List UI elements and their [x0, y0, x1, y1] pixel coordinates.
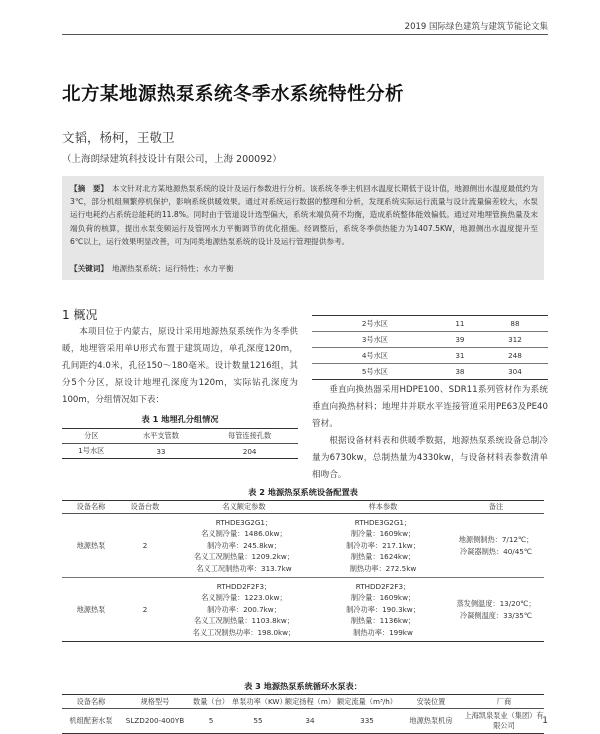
table-cell: 38 — [438, 364, 482, 380]
paper-affiliation: （上海朗绿建筑科技设计有限公司，上海 200092） — [62, 154, 282, 165]
paragraph-text: 根据设备材料表和供暖季数据，地源热泵系统设备总制冷量为6730kw，总制热量为4330kw，与设备材料表参数清单相吻合。 — [312, 436, 548, 480]
table1-caption: 表 1 地埋孔分组情况 — [141, 414, 219, 424]
table-cell: 11 — [455, 319, 465, 328]
cell-line: 名义工况制热量：1103.8kw； — [194, 616, 294, 626]
table3-caption: 表 3 地源热泵系统循环水泵表： — [244, 681, 362, 691]
table-cell: 3号水区 — [312, 332, 438, 348]
table-row — [62, 709, 544, 734]
cell-line: 名义工况制热量：1209.2kw； — [194, 552, 294, 562]
table-header-cell: 安装位置 — [398, 695, 464, 709]
table-cell: 2 — [120, 514, 170, 578]
cell-line: RTHDE3G2G1； — [215, 518, 273, 527]
table1-pit-groups — [62, 428, 298, 459]
table-row — [312, 364, 548, 380]
table-header-cell: 规格型号 — [120, 695, 190, 709]
table-cell: 304 — [482, 364, 548, 380]
table-cell — [318, 578, 448, 642]
table-cell: SLZD200-400YB — [125, 716, 185, 725]
table-row — [62, 578, 544, 642]
table-cell: 248 — [482, 348, 548, 364]
table-cell — [448, 578, 544, 642]
cell-line: 冷凝侧温度：33/35℃ — [460, 610, 532, 620]
cell-line: 蒸发侧温度：13/20℃； — [456, 599, 536, 609]
table-header-row — [62, 501, 544, 514]
cell-line: 制热量：1136kw； — [350, 616, 416, 626]
section-paragraph-1 — [62, 324, 298, 409]
table3-pumps — [62, 694, 544, 734]
table-header-cell: 数量（台） — [190, 695, 232, 709]
table-header-cell: 设备名称 — [62, 695, 120, 709]
table1-continued — [312, 315, 548, 380]
cell-line: RTHDD2F2F3； — [355, 582, 411, 592]
table-cell: 88 — [510, 319, 520, 328]
cell-line: 冷凝器制热：40/45℃ — [460, 546, 532, 556]
table-cell — [448, 514, 544, 578]
table-cell: 地源热泵 — [62, 514, 120, 578]
table-cell: 204 — [242, 446, 257, 456]
cell-line: 名义工况制热功率：313.7kw — [196, 563, 292, 573]
table-row — [62, 514, 544, 578]
table-cell: 312 — [482, 332, 548, 348]
paper-authors: 文韬，杨柯，王敬卫 — [62, 130, 175, 145]
table-cell — [318, 514, 448, 578]
table-header-cell: 水平支管数 — [121, 429, 202, 444]
abstract-text-block — [70, 182, 538, 248]
table-cell: 4号水区 — [312, 348, 438, 364]
table-header-cell: 设备名称 — [62, 501, 120, 514]
table-cell: 55 — [253, 716, 263, 725]
cell-line: 制热量：1624kw； — [350, 552, 416, 562]
cell-line: 名义制冷量：1486.0kw； — [201, 529, 287, 539]
table-cell — [170, 578, 318, 642]
table-cell: 33 — [156, 446, 166, 456]
table-header-cell: 厂商 — [464, 695, 544, 709]
cell-line: 制冷功率：245.8kw； — [207, 540, 281, 550]
column2-paragraphs — [312, 382, 548, 484]
table-row — [312, 316, 548, 332]
table-cell: 地源热泵 — [76, 604, 106, 614]
keywords-label: 【关键词】 — [70, 264, 108, 273]
header-rule — [62, 34, 548, 35]
cell-line: 制冷量：1609kw； — [350, 529, 416, 539]
table-cell: 335 — [360, 716, 374, 725]
table-cell: 机组配套水泵 — [69, 716, 113, 725]
abstract-body: 本文针对北方某地源热泵系统的设计及运行参数进行分析。该系统冬季主机回水温度长期低于设计值，地源侧出水温度最低约为3℃，部分机组频繁停机保护，影响系统供暖效果。通过对系统运行数据的整理和分析，发现系统实际运行流量与设计流量偏差较大，水泵运行电耗约占系统总能耗的11.8%。同时由于管道设计选型偏大，系统末端负荷不均衡，造成系统整体能效偏低。通过对地埋管换热量及末端负荷的核算，提出水泵变频运行及管网水力平衡调节的优化措施。经调整后，系统冬季供热能力为1407.5KW，地源侧出水温度提升至6℃以上，运行效果明显改善，可为同类地源热泵系统的设计及运行管理提供参考。 — [70, 184, 539, 246]
page-number: 1 — [542, 716, 548, 726]
table-header-row — [62, 429, 298, 444]
table-cell: 31 — [438, 348, 482, 364]
cell-line: 制冷量：1609kw； — [350, 593, 416, 603]
table-row — [312, 332, 548, 348]
table-cell: 1号水区 — [78, 446, 105, 455]
cell-line: 制冷功率：217.1kw； — [346, 540, 420, 550]
table-row — [62, 444, 298, 459]
paragraph-text: 垂直向换热器采用HDPE100、SDR11系列管材作为系统垂直向换热材料；地埋井并联水平连接管道采用PE63及PE40管材。 — [312, 385, 548, 429]
cell-line: 制冷功率：190.3kw； — [346, 604, 420, 614]
table-header-cell: 备注 — [448, 501, 544, 514]
table-header-cell: 样本参数 — [318, 501, 448, 514]
cell-line: 制热功率：199kw — [353, 627, 413, 637]
table-cell: 5号水区 — [312, 364, 438, 380]
table-cell: 地源热泵机房 — [409, 716, 453, 725]
table-header-cell: 分区 — [62, 429, 121, 444]
table-header-row — [62, 695, 544, 709]
table-cell: 5 — [208, 716, 214, 725]
paragraph-text: 本项目位于内蒙古，原设计采用地源热泵系统作为冬季供暖，地埋管采用单U形式布置于建筑周边，单孔深度120m，孔间距约4.0米，孔径150～180毫米。设计数量1216组，其分5个分区，原设计地埋孔深度为120m，实际钻孔深度为100m，分组情况如下表： — [62, 327, 298, 405]
table-header-cell: 额定扬程（m） — [284, 695, 336, 709]
section-heading: 1 概况 — [62, 308, 98, 322]
table2-equipment — [62, 500, 544, 642]
table-header-cell: 名义额定参数 — [170, 501, 318, 514]
table-row — [312, 348, 548, 364]
keywords-line — [70, 263, 233, 274]
table-cell: 2 — [142, 604, 148, 614]
table-cell: 2号水区 — [361, 318, 388, 328]
abstract-label: 【摘 要】 — [70, 184, 109, 193]
table-header-cell: 每管连接孔数 — [201, 429, 298, 444]
table-header-cell: 设备台数 — [120, 501, 170, 514]
table-cell: 上海凯泉泵业（集团）有限公司 — [464, 711, 544, 730]
table-cell: 39 — [438, 332, 482, 348]
cell-line: 名义工况制热功率：198.0kw； — [192, 627, 296, 637]
table2-caption: 表 2 地源热泵系统设备配置表 — [248, 487, 358, 497]
running-header: 2019 国际绿色建筑与建筑节能论文集 — [404, 22, 548, 32]
cell-line: 制冷功率：200.7kw； — [207, 604, 281, 614]
cell-line: 制热功率：272.5kw — [349, 563, 417, 573]
cell-line: 名义制冷量：1223.0kw； — [201, 593, 287, 603]
table-header-cell: 额定流量（m³/h） — [336, 695, 398, 709]
keywords-body: 地源热泵系统；运行特性；水力平衡 — [111, 264, 234, 273]
table-header-cell: 单泵功率（KW） — [232, 695, 284, 709]
cell-line: RTHDD2F2F3； — [216, 582, 272, 592]
cell-line: 地源侧制热：7/12℃； — [458, 535, 534, 545]
cell-line: RTHDE3G2G1； — [354, 518, 412, 527]
table-cell: 34 — [305, 716, 315, 725]
paper-title: 北方某地源热泵系统冬季水系统特性分析 — [62, 84, 405, 105]
table-cell — [170, 514, 318, 578]
